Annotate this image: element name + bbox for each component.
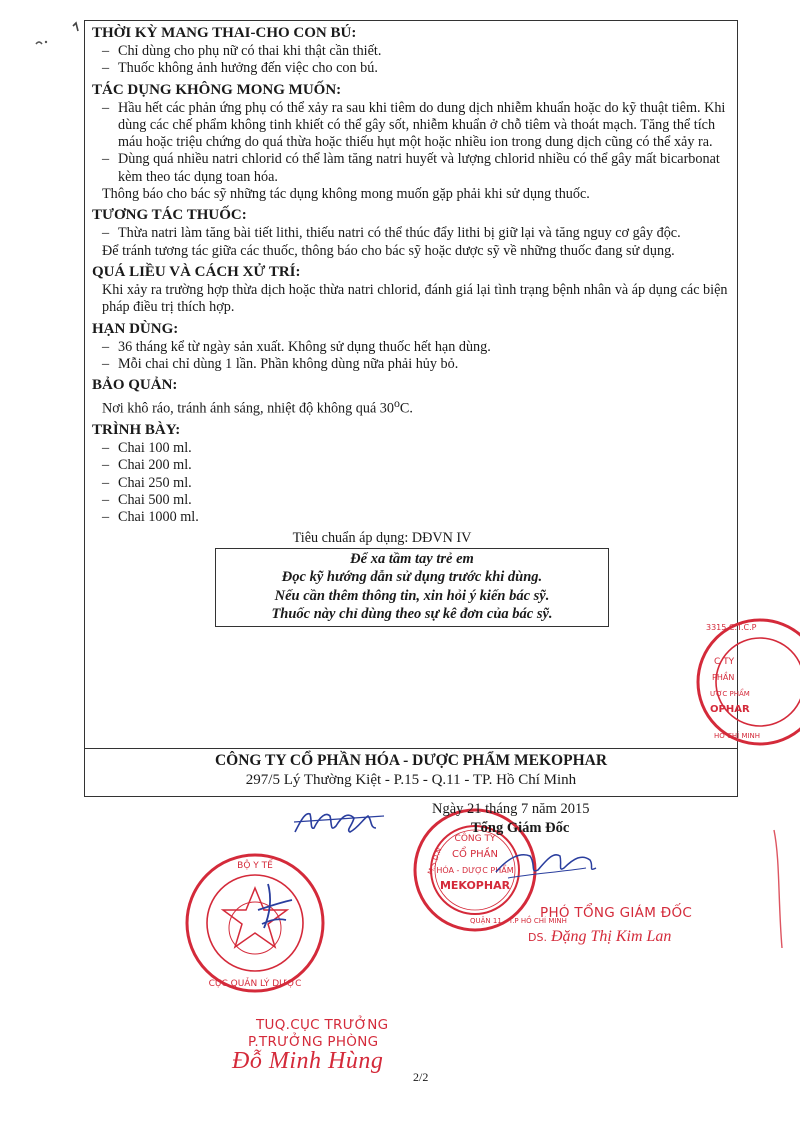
section-heading: TRÌNH BÀY:	[92, 422, 181, 439]
pen-mark	[28, 20, 88, 50]
body-text	[92, 395, 732, 418]
authority-line-2: P.TRƯỞNG PHÒNG	[248, 1034, 379, 1050]
svg-text:PHẦN: PHẦN	[712, 673, 735, 682]
authority-name: Đỗ Minh Hùng	[232, 1048, 384, 1074]
section-presentation	[92, 421, 732, 526]
svg-text:HỒ CHÍ MINH: HỒ CHÍ MINH	[714, 732, 761, 740]
standard-text: Tiêu chuẩn áp dụng: DĐVN IV	[292, 529, 472, 546]
seal-text: HÓA - DƯỢC PHẨM	[436, 866, 514, 875]
list-item: – Mỗi chai chỉ dùng 1 lần. Phần không dùng nữa phải hủy bỏ.	[92, 356, 732, 373]
company-block	[84, 748, 738, 790]
seal-text: CÔNG TY	[454, 834, 496, 844]
signature-date: Ngày 21 tháng 7 năm 2015	[432, 801, 590, 817]
note-text: Thông báo cho bác sỹ những tác dụng không mong muốn gặp phải khi sử dụng thuốc.	[102, 186, 590, 203]
section-interactions	[92, 206, 732, 260]
authority-line-1: TUQ.CỤC TRƯỞNG	[256, 1017, 389, 1033]
section-pregnancy	[92, 24, 732, 78]
list-item: – Chỉ dùng cho phụ nữ có thai khi thật cần thiết.	[92, 43, 732, 60]
list-item: – Chai 100 ml.	[92, 440, 732, 457]
page-number: 2/2	[413, 1070, 429, 1084]
list-item: – Chai 200 ml.	[92, 457, 732, 474]
note-text: Để tránh tương tác giữa các thuốc, thông báo cho bác sỹ hoặc dược sỹ về những thuốc đang sử dụng.	[102, 242, 675, 259]
section-storage	[92, 376, 732, 418]
director-signature	[490, 838, 610, 886]
section-heading: TÁC DỤNG KHÔNG MONG MUỐN:	[92, 81, 342, 98]
list-item: – Chai 500 ml.	[92, 492, 732, 509]
list-item: – Hầu hết các phản ứng phụ có thể xảy ra sau khi tiêm do dung dịch nhiễm khuẩn hoặc do kỹ thuật tiêm. Khi dùng các chế phẩm không tinh khiết có thể gây sốt, nhiễm khuẩn ở chỗ tiêm và thoát mạch. Tăng thể tích máu hoặc triệu chứng do quá thừa hoặc thiếu hụt một hoặc nhiều ion trong dung dịch cũng có thể xảy ra.	[92, 100, 732, 152]
vice-director-name	[528, 928, 671, 946]
storage-unit: C.	[399, 400, 413, 417]
edge-stamp	[690, 612, 800, 752]
warning-line: Để xa tầm tay trẻ em	[350, 550, 474, 567]
degree-sup: o	[394, 396, 400, 411]
storage-text: Nơi khô ráo, tránh ánh sáng, nhiệt độ không quá 30	[102, 400, 394, 417]
svg-text:C TY: C TY	[714, 657, 735, 667]
warning-line: Thuốc này chỉ dùng theo sự kê đơn của bác sỹ.	[271, 606, 553, 623]
warning-line: Nếu cần thêm thông tin, xin hỏi ý kiến bác sỹ.	[274, 587, 550, 604]
section-heading: TƯƠNG TÁC THUỐC:	[92, 207, 247, 224]
list-item: – Chai 1000 ml.	[92, 509, 732, 526]
section-side-effects	[92, 81, 732, 204]
vice-director-prefix: DS.	[528, 931, 547, 944]
svg-text:OPHAR: OPHAR	[710, 704, 750, 715]
document-body	[92, 24, 732, 627]
authority-signature	[250, 880, 300, 940]
edge-mark	[760, 820, 790, 960]
section-heading: QUÁ LIỀU VÀ CÁCH XỬ TRÍ:	[92, 263, 301, 280]
seal-text: CỤC QUẢN LÝ DƯỢC	[208, 979, 302, 989]
svg-text:M.S.D.N: M.S.D.N	[426, 846, 444, 876]
section-heading: BẢO QUẢN:	[92, 377, 178, 394]
company-address: 297/5 Lý Thường Kiệt - P.15 - Q.11 - TP. Hồ Chí Minh	[245, 772, 577, 788]
section-heading: THỜI KỲ MANG THAI-CHO CON BÚ:	[92, 25, 357, 41]
seal-text: CỔ PHẦN	[452, 849, 498, 860]
list-item: – Dùng quá nhiều natri chlorid có thể làm tăng natri huyết và lượng chlorid nhiều có thể gây mất bicarbonat kèm theo tác dụng toan hóa.	[92, 151, 732, 186]
list-item: – 36 tháng kể từ ngày sản xuất. Không sử dụng thuốc hết hạn dùng.	[92, 339, 732, 356]
section-overdose	[92, 263, 732, 317]
svg-text:3315 C.T.C.P: 3315 C.T.C.P	[706, 623, 757, 632]
warning-box	[215, 548, 609, 627]
list-item: – Thừa natri làm tăng bài tiết lithi, thiếu natri có thể thúc đẩy lithi bị giữ lại và tăng nguy cơ gây độc.	[92, 225, 732, 242]
section-expiry	[92, 320, 732, 374]
seal-text: MEKOPHAR	[439, 879, 511, 892]
initials-signature	[292, 806, 402, 840]
list-item: – Thuốc không ảnh hưởng đến việc cho con bú.	[92, 60, 732, 77]
vice-director-title: PHÓ TỔNG GIÁM ĐỐC	[540, 905, 693, 921]
seal-text: BỘ Y TẾ	[237, 861, 273, 871]
warning-line: Đọc kỹ hướng dẫn sử dụng trước khi dùng.	[281, 569, 543, 586]
svg-text:ƯỢC PHẨM: ƯỢC PHẨM	[710, 690, 750, 698]
list-item: – Chai 250 ml.	[92, 475, 732, 492]
section-heading: HẠN DÙNG:	[92, 320, 179, 337]
director-title: Tổng Giám Đốc	[471, 820, 570, 836]
vice-director-fullname: Đặng Thị Kim Lan	[550, 928, 672, 945]
svg-text:QUẬN 11 - T.P HỒ CHÍ MINH: QUẬN 11 - T.P HỒ CHÍ MINH	[470, 917, 567, 925]
company-name: CÔNG TY CỔ PHẦN HÓA - DƯỢC PHẨM MEKOPHAR	[84, 748, 738, 771]
body-text: Khi xảy ra trường hợp thừa dịch hoặc thừa natri chlorid, đánh giá lại tình trạng bệnh nhân và áp dụng các biện pháp điều trị thích hợp.	[102, 281, 728, 316]
